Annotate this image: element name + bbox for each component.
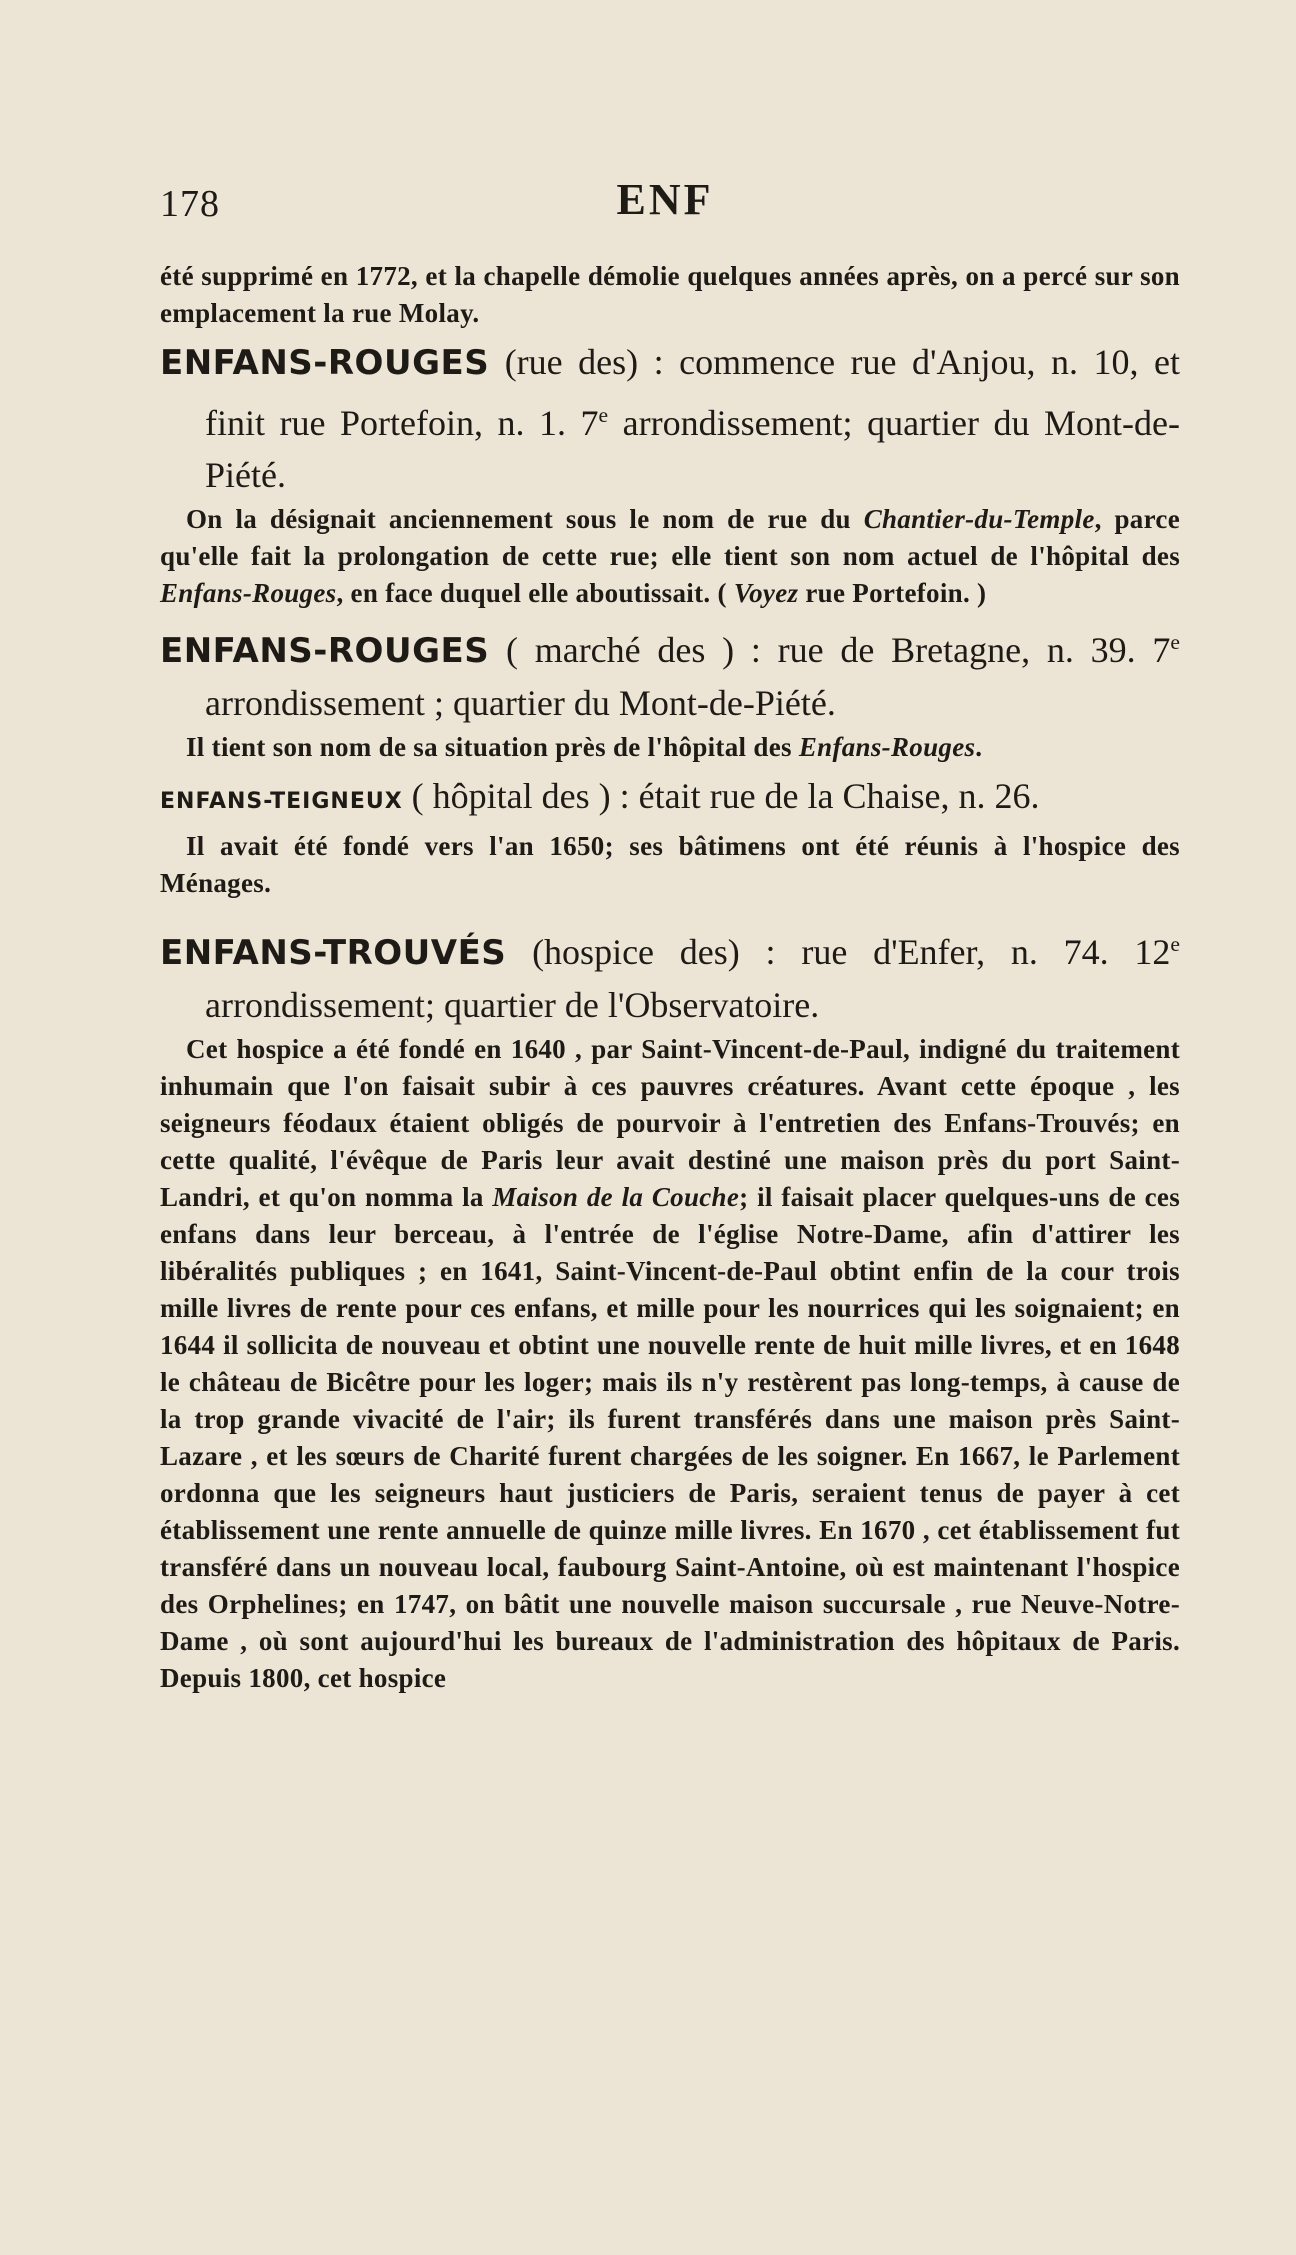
entry-note: Il tient son nom de sa situation près de l'hôpital des Enfans-Rouges.	[186, 732, 983, 762]
entry-heading: ENFANS-ROUGES	[160, 631, 490, 671]
entry-enfans-rouges-rue: ENFANS-ROUGES (rue des) : commence rue d'Anjou, n. 10, et finit rue Portefoin, n. 1. 7e arrondissement; quartier du Mont-de-Piété.	[160, 342, 1181, 495]
entry-heading: ENFANS-TEIGNEUX	[160, 789, 403, 814]
entry-heading: ENFANS-ROUGES	[160, 343, 490, 383]
running-head: ENF	[616, 175, 714, 224]
page-header	[160, 172, 1170, 232]
entry-enfans-trouves: ENFANS-TROUVÉS (hospice des) : rue d'Enfer, n. 74. 12e arrondissement; quartier de l'Observatoire.	[160, 932, 1180, 1025]
entry-enfans-rouges-marche: ENFANS-ROUGES ( marché des ) : rue de Bretagne, n. 39. 7e arrondissement ; quartier du Mont-de-Piété.	[160, 630, 1180, 723]
page-body	[160, 258, 1180, 1697]
entry-note: On la désignait anciennement sous le nom de rue du Chantier-du-Temple, parce qu'elle fait la prolongation de cette rue; elle tient son nom actuel de l'hôpital des Enfans-Rouges, en face duquel elle aboutissait. ( Voyez rue Portefoin. )	[160, 504, 1180, 608]
entry-heading: ENFANS-TROUVÉS	[160, 933, 507, 973]
page-number: 178	[160, 183, 220, 225]
entry-note: Cet hospice a été fondé en 1640 , par Saint-Vincent-de-Paul, indigné du traitement inhumain que l'on faisait subir à ces pauvres créatures. Avant cette époque , les seigneurs féodaux étaient obligés de pourvoir à l'entretien des Enfans-Trouvés; en cette qualité, l'évêque de Paris leur avait destiné une maison près du port Saint-Landri, et qu'on nomma la Maison de la Couche; il faisait placer quelques-uns de ces enfans dans leur berceau, à l'entrée de l'église Notre-Dame, afin d'attirer les libéralités publiques ; en 1641, Saint-Vincent-de-Paul obtint enfin de la cour trois mille livres de rente pour ces enfans, et mille pour les nourrices qui les soignaient; en 1644 il sollicita de nouveau et obtint une nouvelle rente de huit mille livres, et en 1648 le château de Bicêtre pour les loger; mais ils n'y restèrent pas long-temps, à cause de la trop grande vivacité de l'air; ils furent transférés dans une maison près Saint-Lazare , et les sœurs de Charité furent chargées de les soigner. En 1667, le Parlement ordonna que les seigneurs haut justiciers de Paris, seraient tenus de payer à cet établissement une rente annuelle de quinze mille livres. En 1670 , cet établissement fut transféré dans un nouveau local, faubourg Saint-Antoine, où est maintenant l'hospice des Orphelines; en 1747, on bâtit une nouvelle maison succursale , rue Neuve-Notre-Dame , où sont aujourd'hui les bureaux de l'administration des hôpitaux de Paris. Depuis 1800, cet hospice	[160, 1034, 1181, 1693]
entry-enfans-teigneux: ENFANS-TEIGNEUX ( hôpital des ) : était rue de la Chaise, n. 26.	[160, 776, 1040, 816]
entry-note: Il avait été fondé vers l'an 1650; ses bâtimens ont été réunis à l'hospice des Ménages.	[160, 831, 1180, 898]
intro-paragraph: été supprimé en 1772, et la chapelle démolie quelques années après, on a percé sur son emplacement la rue Molay.	[160, 261, 1180, 328]
